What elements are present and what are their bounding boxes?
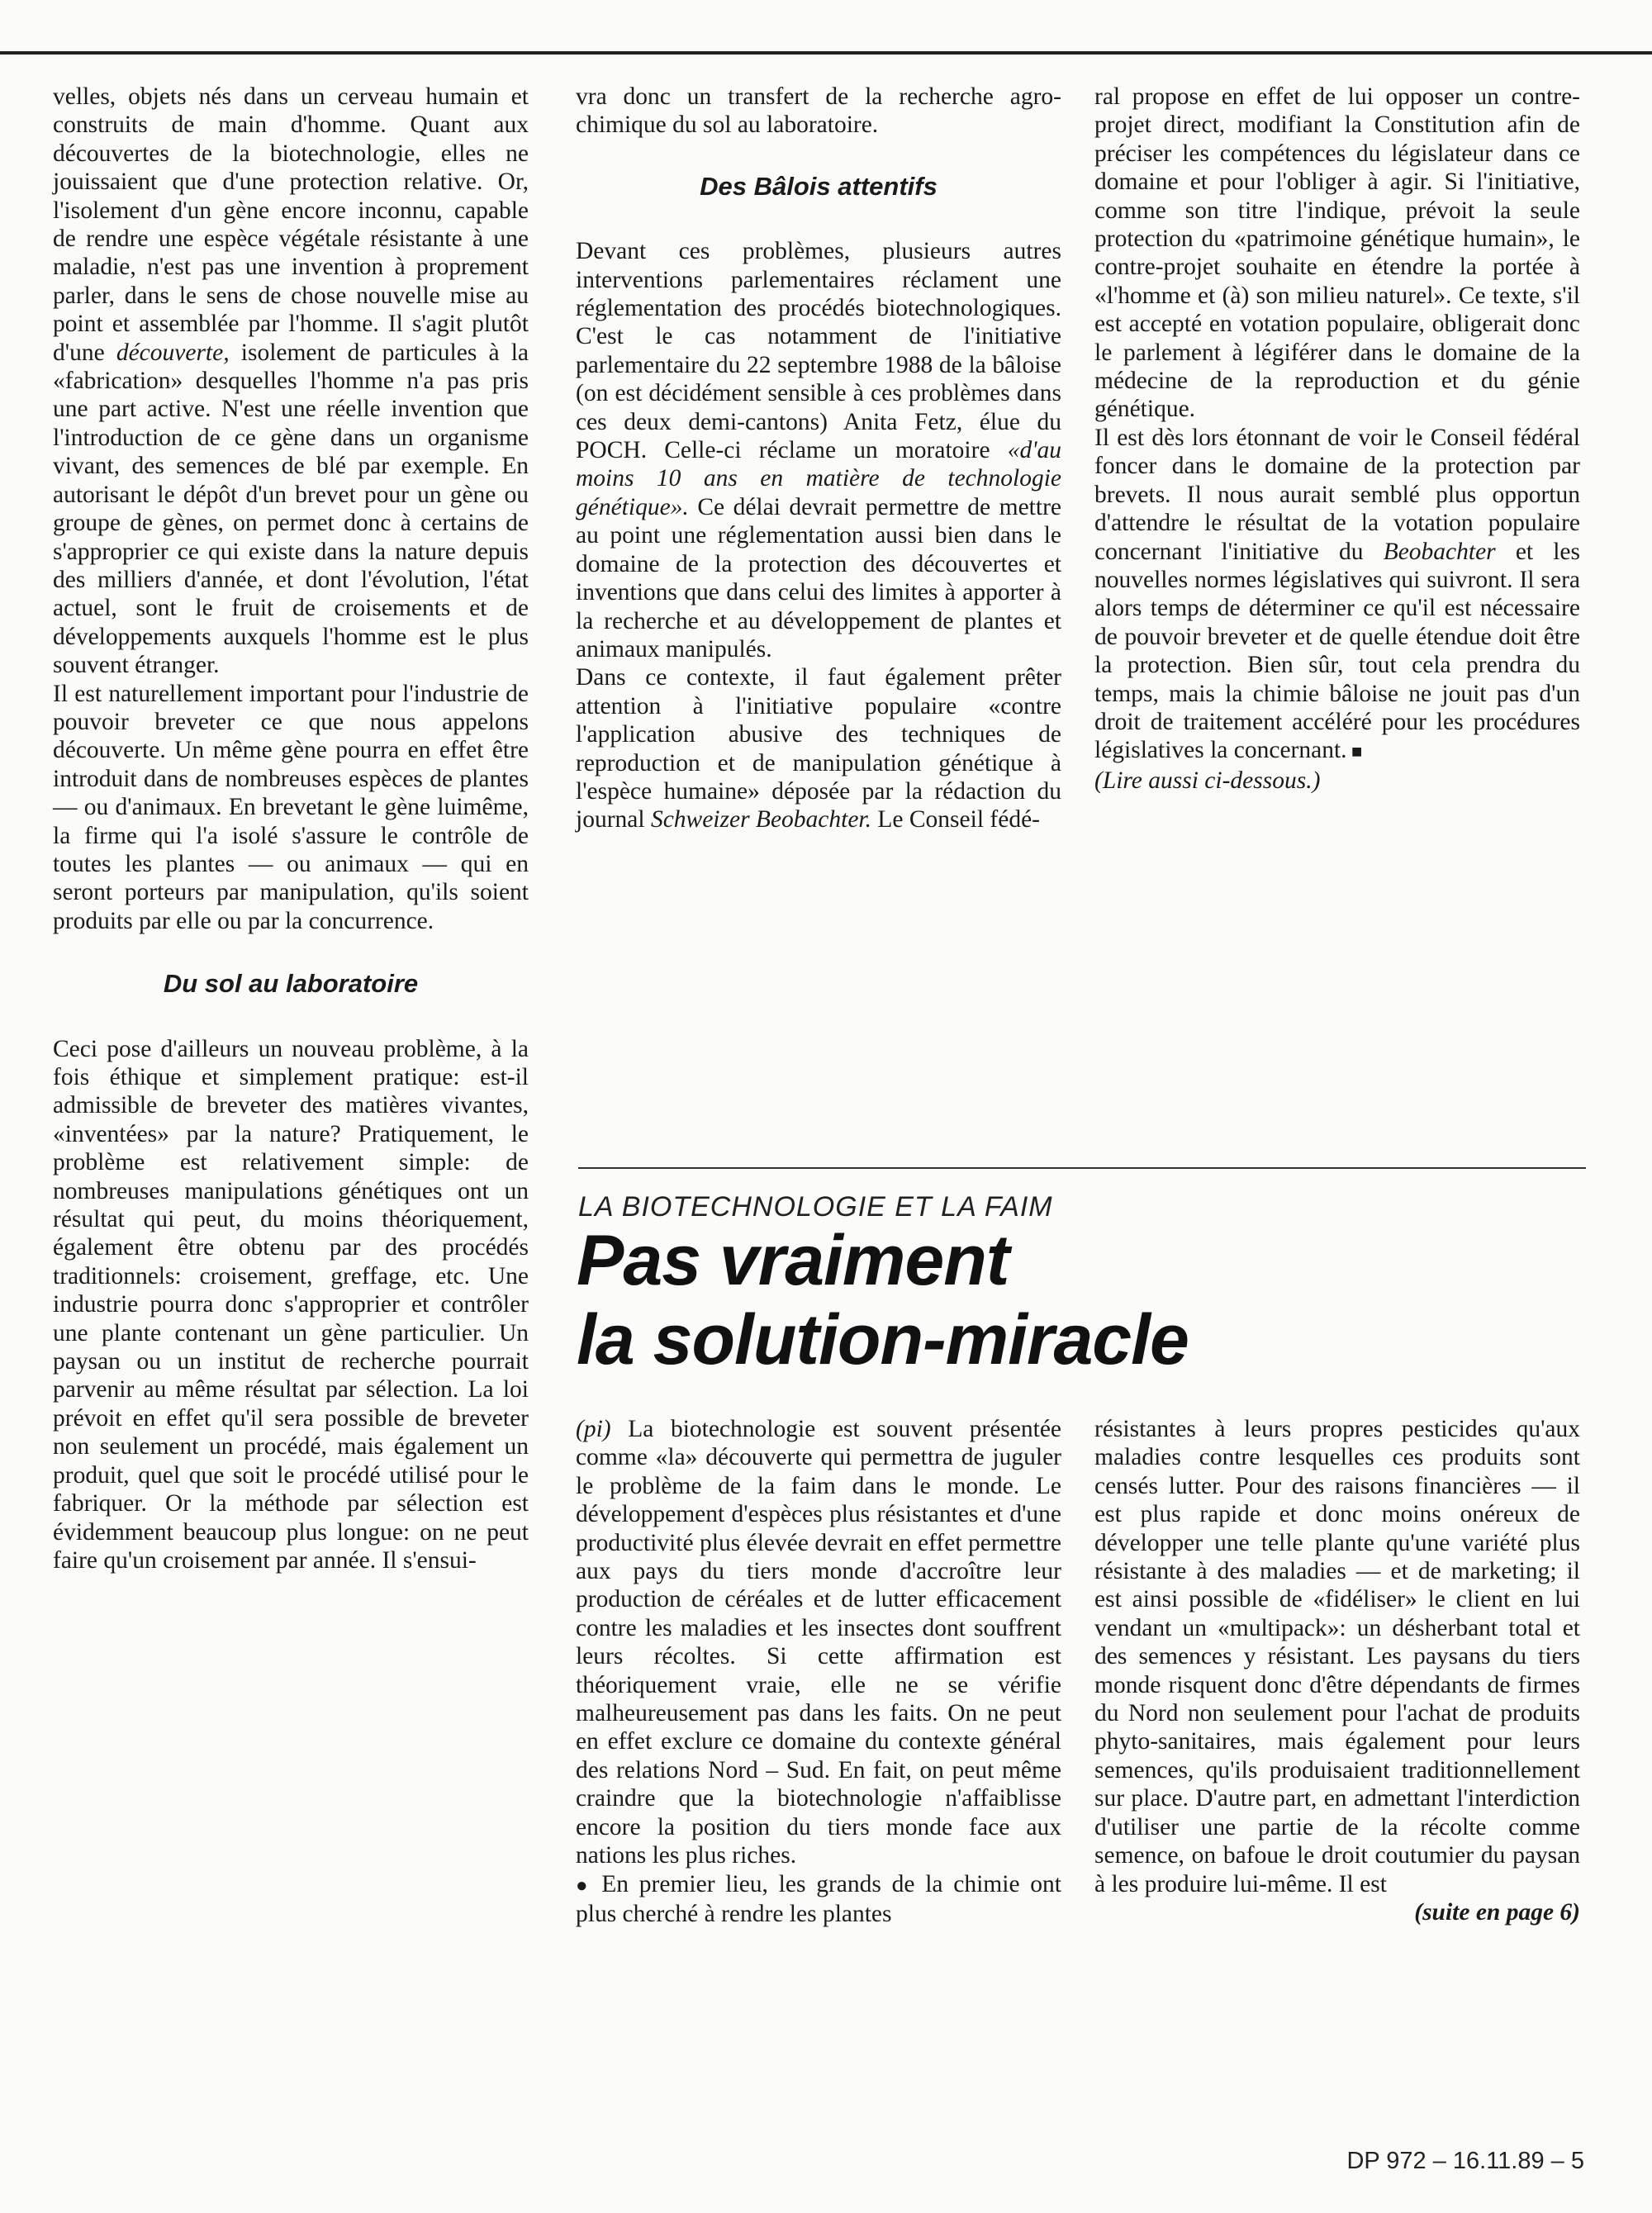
article2-paragraph-1: (pi) La biotechnologie est souvent présentée comme «la» découverte qui permettra de juguler le problème de la faim dans le monde. Le développement d'espèces plus résistantes et d'une productivité plus élevée devrait en effet permettre aux pays du tiers monde d'accroître leur production de céréales et de lutter efficacement contre les maladies et les insectes dont souffrent leurs récoltes. Si cette affirmation est théoriquement vraie, elle ne se vérifie malheureusement pas dans les faits. On ne peut en effet exclure ce domaine du contexte général des relations Nord – Sud. En fait, on peut même craindre que la biotechnologie n'affaiblisse encore la position du tiers monde face aux nations les plus riches. — [576, 1416, 1062, 1869]
article-separator-rule — [578, 1167, 1586, 1169]
article2-column-1 — [576, 1415, 1061, 1928]
col2-paragraph-1: vra donc un transfert de la recherche agro-chimique du sol au laboratoire. — [576, 83, 1061, 139]
article2-column-2 — [1094, 1415, 1580, 1926]
headline-line-2: la solution-miracle — [577, 1300, 1189, 1380]
article2-paragraph-2: résistantes à leurs propres pesticides qu'aux maladies contre lesquelles ces produits sont censés lutter. Pour des raisons financières — il est plus rapide et donc moins onéreux de développer une telle plante qu'une variété plus résistante à des maladies — et de marketing; il est ainsi possible de «fidéliser» le client en lui vendant un «multipack»: un désherbant total et des semences y résistant. Les paysans du tiers monde risquent donc d'être dépendants de firmes du Nord non seulement pour l'achat de produits phyto-sanitaires, mais également pour leurs semences, qu'ils produisaient traditionnellement sur place. D'autre part, en admettant l'interdiction d'utiliser une partie de la récolte comme semence, on bafoue le droit coutumier du paysan à les produire lui-même. Il est — [1094, 1416, 1580, 1897]
col1-paragraph-3: Ceci pose d'ailleurs un nouveau problème, à la fois éthique et simplement pratique: est-il admissible de breveter des matières vivantes, «inventées» par la nature? Pratiquement, le problème est relativement simple: de nombreuses manipulations génétiques ont un résultat qui peut, du moins théoriquement, également être obtenu par des procédés traditionnels: croisement, greffage, etc. Une industrie pourra donc s'approprier et contrôler une plante contenant un gène particulier. Un paysan ou un institut de recherche pourrait parvenir au même résultat par sélection. La loi prévoit en effet qu'il sera possible de breveter non seulement un procédé, mais également un produit, quel que soit le procédé utilisé pour le fabriquer. Or la méthode par sélection est évidemment beaucoup plus longue: on ne peut faire qu'un croisement par année. Il s'ensui- — [53, 1035, 529, 1574]
column-1 — [53, 83, 529, 1574]
col1-paragraph-1: velles, objets nés dans un cerveau humain et construits de main d'homme. Quant aux découvertes de la biotechnologie, elles ne jouissaient que d'une protection relative. Or, l'isolement d'un gène encore inconnu, capable de rendre une espèce végétale résistante à une maladie, n'est pas une invention à proprement parler, dans le sens de chose nouvelle mise au point et assemblée par l'homme. Il s'agit plutôt d'une découverte, isolement de particules à la «fabrication» desquelles l'homme n'a pas pris une part active. N'est une réelle invention que l'introduction de ce gène dans un organisme vivant, des semences de blé par exemple. En autorisant le dépôt d'un brevet pour un gène ou groupe de gènes, on permet donc à certains de s'approprier ce qui existe dans la nature depuis des milliers d'année, et dont l'évolution, l'état actuel, sont le fruit de croisements et de développements auxquels l'homme est le plus souvent étranger. — [53, 83, 529, 679]
article2-headline — [577, 1221, 1601, 1380]
headline-line-1: Pas vraiment — [577, 1221, 1009, 1300]
column-3 — [1094, 83, 1580, 795]
article2-bullet-paragraph: ● En premier lieu, les grands de la chimie ont plus cherché à rendre les plantes — [576, 1870, 1061, 1929]
col3-paragraph-2: Il est dès lors étonnant de voir le Conseil fédéral foncer dans le domaine de la protection par brevets. Il nous aurait semblé plus opportun d'attendre le résultat de la votation populaire concernant l'initiative du Beobachter et les nouvelles normes législatives qui suivront. Il sera alors temps de déterminer ce qu'il est nécessaire de pouvoir breveter et de quelle étendue doit être la protection. Bien sûr, tout cela prendra du temps, mais la chimie bâloise ne jouit pas d'un droit de traitement accéléré pour les procédures législatives la concernant. ■ — [1094, 424, 1580, 767]
continued-note: (suite en page 6) — [1414, 1898, 1580, 1926]
page-folio: DP 972 – 16.11.89 – 5 — [1346, 2148, 1584, 2174]
subhead-du-sol: Du sol au laboratoire — [163, 969, 419, 999]
col3-paragraph-1: ral propose en effet de lui opposer un contre-projet direct, modifiant la Constitution afin de préciser les compétences du législateur dans ce domaine et pour l'obliger à agir. Si l'initiative, comme son titre l'indique, prévoit la seule protection du «patrimoine génétique humain», le contre-projet souhaite en étendre la portée à «l'homme et (à) son milieu naturel». Ce texte, s'il est accepté en votation populaire, obligerait donc le parlement à légiférer dans le domaine de la médecine de la reproduction et du génie génétique. — [1094, 83, 1580, 423]
col2-paragraph-3: Dans ce contexte, il faut également prêter attention à l'initiative populaire «contre l'application abusive des techniques de reproduction et de manipulation génétique à l'espèce humaine» déposée par la rédaction du journal Schweizer Beobachter. Le Conseil fédé- — [576, 664, 1061, 833]
column-2 — [576, 83, 1061, 834]
top-rule — [0, 51, 1652, 55]
col2-paragraph-2: Devant ces problèmes, plusieurs autres interventions parlementaires réclament une réglementation des procédés biotechnologiques. C'est le cas notamment de l'initiative parlementaire du 22 septembre 1988 de la bâloise (on est décidément sensible à ces problèmes dans ces deux demi-cantons) Anita Fetz, élue du POCH. Celle-ci réclame un moratoire «d'au moins 10 ans en matière de technologie génétique». Ce délai devrait permettre de mettre au point une réglementation aussi bien dans le domaine de la protection des découvertes et inventions que dans celui des limites à apporter à la recherche et au développement de plantes et animaux manipulés. — [576, 238, 1062, 662]
col1-paragraph-2: Il est naturellement important pour l'industrie de pouvoir breveter ce que nous appelons découverte. Un même gène pourra en effet être introduit dans de nombreuses espèces de plantes — ou d'animaux. En brevetant le gène luimême, la firme qui l'a isolé s'assure le contrôle de toutes les plantes — ou animaux — qui en seront porteurs par manipulation, qu'ils soient produits par elle ou par la concurrence. — [53, 680, 529, 934]
article2-kicker: LA BIOTECHNOLOGIE ET LA FAIM — [578, 1191, 1053, 1223]
col3-note: (Lire aussi ci-dessous.) — [1094, 767, 1321, 794]
author-initials: (pi) — [576, 1416, 611, 1442]
subhead-des-balois: Des Bâlois attentifs — [700, 171, 938, 201]
